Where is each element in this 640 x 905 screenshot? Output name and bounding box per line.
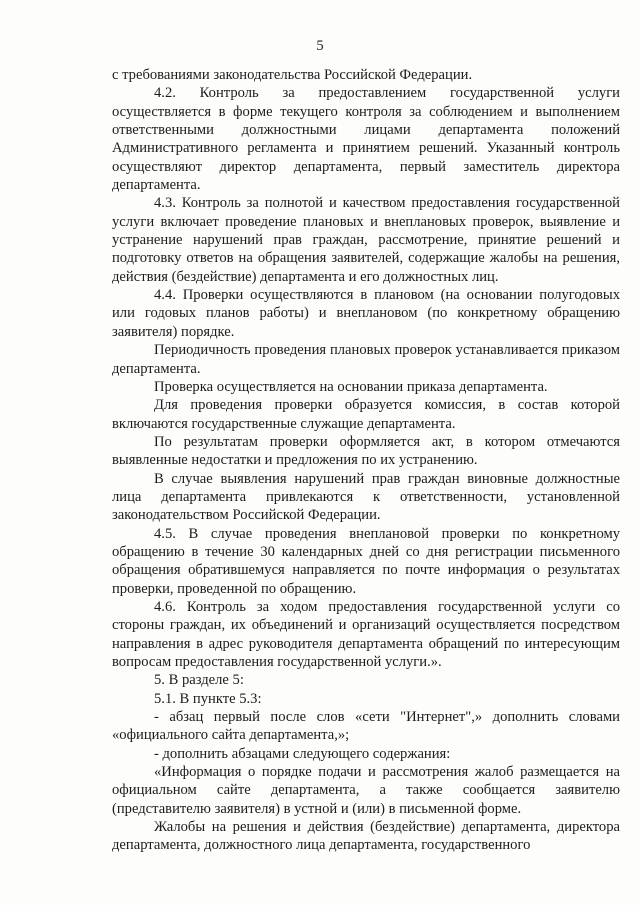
paragraph-4-4: 4.4. Проверки осуществляются в плановом (на основании полугодовых или годовых планов работы) и внеплановом (по конкретному обращению заявителя) порядке. <box>112 287 620 340</box>
paragraph-4-5: 4.5. В случае проведения внеплановой проверки по конкретному обращению в течение 30 календарных дней со дня регистрации письменного обращения обратившемуся направляется по почте информация о результатах проверки, проведенной по обращению. <box>112 525 620 597</box>
paragraph-4-2: 4.2. Контроль за предоставлением государственной услуги осуществляется в форме текущего контроля за соблюдением и выполнением ответственными должностными лицами департамента положений Административного регламента и принятием решений. Указанный контроль осуществляют директор департамента, первый заместитель директора департамента. <box>112 85 620 194</box>
paragraph-commission: Для проведения проверки образуется комиссия, в состав которой включаются государственные служащие департамента. <box>112 397 620 432</box>
paragraph-5-1: 5.1. В пункте 5.3: <box>154 690 262 707</box>
paragraph-inspection-basis: Проверка осуществляется на основании приказа департамента. <box>154 378 548 395</box>
paragraph-complaints: Жалобы на решения и действия (бездействие) департамента, директора департамента, должностного лица департамента, государственного <box>112 819 620 854</box>
paragraph-liability: В случае выявления нарушений прав граждан виновные должностные лица департамента привлекаются к ответственности, установленной законодательством Российской Федерации. <box>112 470 620 524</box>
paragraph-4-6: 4.6. Контроль за ходом предоставления государственной услуги со стороны граждан, их объединений и организаций осуществляется посредством направления в адрес руководителя департамента обращений по интересующим вопросам предоставления государственной услуги.». <box>112 598 620 670</box>
paragraph-amendment-2: - дополнить абзацами следующего содержания: <box>154 745 451 762</box>
paragraph-complaint-info: «Информация о порядке подачи и рассмотрения жалоб размещается на официальном сайте департамента, а также сообщается заявителю (представителю заявителя) в устной и (или) в письменной форме. <box>112 764 620 817</box>
paragraph-amendment-1: - абзац первый после слов «сети "Интернет",» дополнить словами «официального сайта департамента,»; <box>112 709 620 744</box>
paragraph-periodicity: Периодичность проведения плановых проверок устанавливается приказом департамента. <box>112 342 620 377</box>
paragraph-4-3: 4.3. Контроль за полнотой и качеством предоставления государственной услуги включает проведение плановых и внеплановых проверок, выявление и устранение нарушений прав граждан, рассмотрение, принятие решений и подготовку ответов на обращения заявителей, содержащие жалобы на решения, действия (бездействие) департамента и его должностных лиц. <box>112 195 620 285</box>
paragraph-continuation: с требованиями законодательства Российской Федерации. <box>112 67 473 83</box>
document-body <box>112 66 620 855</box>
page-number: 5 <box>316 38 324 54</box>
paragraph-act: По результатам проверки оформляется акт, в котором отмечаются выявленные недостатки и предложения по их устранению. <box>112 433 620 469</box>
paragraph-section-5: 5. В разделе 5: <box>154 672 244 689</box>
